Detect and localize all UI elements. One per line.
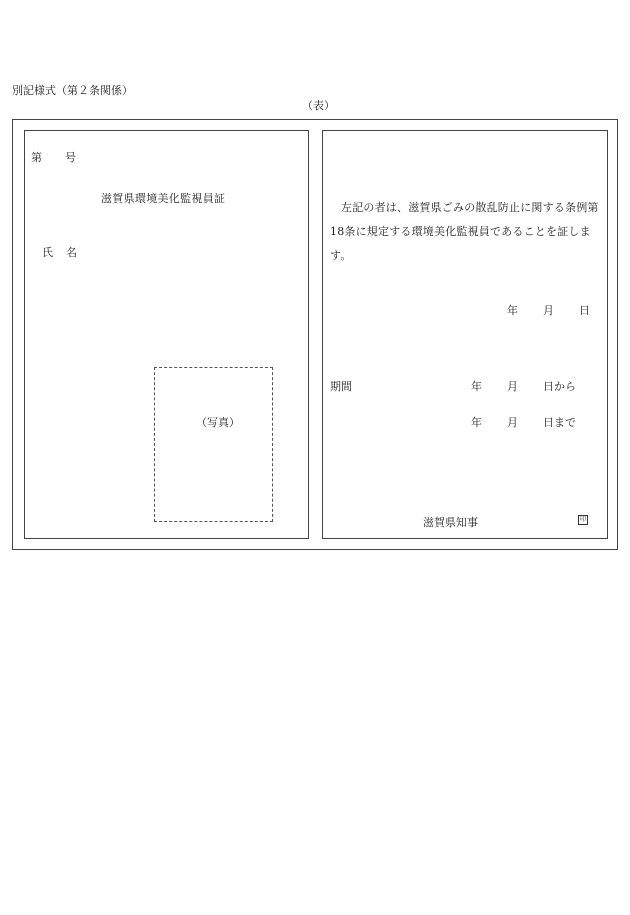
seal-stamp-icon: 印 xyxy=(579,516,586,523)
card-title: 滋賀県環境美化監視員証 xyxy=(101,192,226,205)
side-label: （表） xyxy=(302,99,335,112)
issuer-name: 滋賀県知事 xyxy=(423,516,478,529)
period-label: 期間 xyxy=(330,380,352,393)
certification-text: 左記の者は、滋賀県ごみの散乱防止に関する条例第18条に規定する環境美化監視員であることを証します。 xyxy=(330,201,599,262)
period-from-year: 年 xyxy=(471,380,482,393)
name-label-first-char: 氏 xyxy=(42,246,53,259)
period-from-day: 日から xyxy=(543,380,576,393)
issue-date-day: 日 xyxy=(579,304,590,317)
period-to-year: 年 xyxy=(471,416,482,429)
photo-placeholder-box xyxy=(154,367,273,522)
form-label: 別記様式（第２条関係） xyxy=(12,84,133,97)
card-right-panel xyxy=(322,130,608,539)
period-from-month: 月 xyxy=(507,380,518,393)
period-to-month: 月 xyxy=(507,416,518,429)
name-label-second-char: 名 xyxy=(66,246,77,259)
issue-date-year: 年 xyxy=(507,304,518,317)
issue-date-month: 月 xyxy=(543,304,554,317)
number-suffix: 号 xyxy=(65,151,76,164)
photo-label: （写真） xyxy=(196,416,240,429)
period-to-day: 日まで xyxy=(543,416,576,429)
number-prefix: 第 xyxy=(31,151,42,164)
